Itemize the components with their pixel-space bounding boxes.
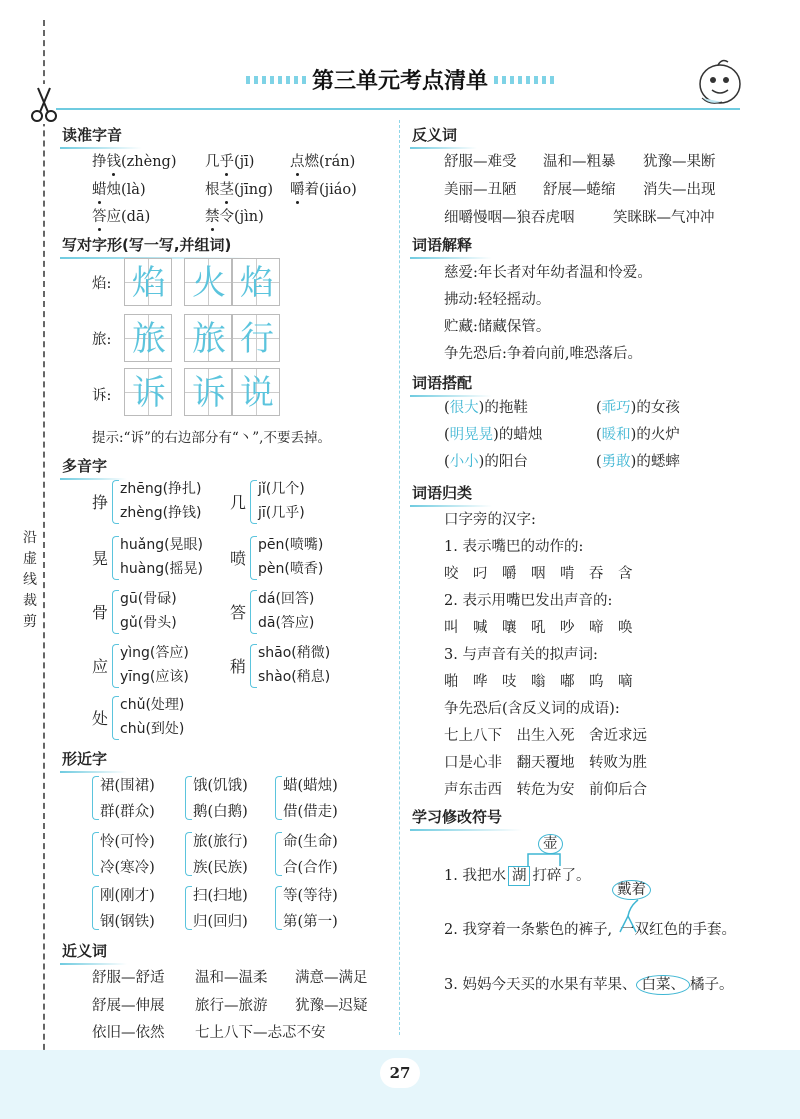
header-line (56, 108, 740, 110)
page-number: 27 (380, 1058, 420, 1088)
section-heading-pronunciation: 读准字音 (62, 126, 123, 144)
antonym-item: 犹豫—果断 (643, 154, 716, 170)
brace-mark (112, 480, 119, 524)
scissors-icon (28, 84, 60, 124)
similar-char-item: 等(等待) (283, 888, 338, 904)
antonym-item: 细嚼慢咽—狼吞虎咽 (444, 210, 575, 226)
correction-mark-icon (524, 850, 564, 868)
antonym-item: 舒服—难受 (444, 154, 517, 170)
polyphone-reading: zhēng(挣扎) (120, 481, 202, 497)
classification-line: 口字旁的汉字: (444, 512, 536, 528)
tip-text: 提示:“诉”的右边部分有“丶”,不要丢掉。 (92, 430, 331, 446)
classification-line: 3. 与声音有关的拟声词: (444, 647, 598, 663)
synonym-item: 七上八下—忐忑不安 (195, 1025, 326, 1041)
classification-line: 1. 表示嘴巴的动作的: (444, 539, 584, 555)
section-heading-antonyms: 反义词 (412, 126, 458, 144)
char-box: 行 (232, 314, 280, 362)
antonym-item: 温和—粗暴 (543, 154, 616, 170)
section-heading-correction-marks: 学习修改符号 (412, 808, 503, 826)
collocation-answer: 乖巧 (601, 400, 631, 416)
brace-mark (250, 536, 257, 580)
char-box: 焰 (124, 258, 172, 306)
similar-char-item: 刚(刚才) (100, 888, 155, 904)
collocation-answer: 勇敢 (601, 454, 631, 470)
column-divider (399, 120, 400, 1035)
pron-item: 禁令(jìn) (205, 209, 264, 225)
collocation-item: (暖和)的火炉 (596, 427, 680, 443)
collocation-item: (乖巧)的女孩 (596, 400, 680, 416)
pron-item: 根茎(jīng) (205, 182, 274, 198)
collocation-item: (勇敢)的蟋蟀 (596, 454, 680, 470)
brace-mark (92, 886, 99, 930)
brace-mark (250, 590, 257, 634)
brace-mark (185, 776, 192, 820)
similar-char-item: 鹅(白鹅) (193, 804, 248, 820)
synonym-item: 依旧—依然 (92, 1025, 165, 1041)
insert-word: 戴着 (612, 880, 651, 900)
similar-char-item: 裙(围裙) (100, 778, 155, 794)
definition-line: 争先恐后:争着向前,唯恐落后。 (444, 346, 642, 362)
similar-char-item: 合(合作) (283, 860, 338, 876)
brace-mark (92, 832, 99, 876)
cut-line (43, 20, 45, 1100)
similar-char-item: 蜡(蜡烛) (283, 778, 338, 794)
antonym-item: 笑眯眯—气冲冲 (613, 210, 715, 226)
polyphone-reading: zhèng(挣钱) (120, 505, 202, 521)
brace-mark (112, 590, 119, 634)
similar-char-item: 群(群众) (100, 804, 155, 820)
synonym-item: 犹豫—迟疑 (295, 998, 368, 1014)
polyphone-char: 喷 (230, 549, 247, 568)
deleted-char: 湖 (508, 866, 531, 886)
brace-mark (275, 886, 282, 930)
polyphone-char: 几 (230, 493, 247, 512)
deleted-word: 白菜、 (636, 975, 690, 995)
polyphone-reading: chǔ(处理) (120, 697, 185, 713)
char-box: 诉 (184, 368, 232, 416)
polyphone-reading: shào(稍息) (258, 669, 331, 685)
similar-char-item: 借(借走) (283, 804, 338, 820)
polyphone-reading: chù(到处) (120, 721, 185, 737)
polyphone-char: 稍 (230, 657, 247, 676)
definition-line: 贮藏:储藏保管。 (444, 319, 551, 335)
collocation-answer: 很大 (449, 400, 479, 416)
section-heading-polyphones: 多音字 (62, 457, 108, 475)
brace-mark (250, 480, 257, 524)
collocation-answer: 暖和 (601, 427, 631, 443)
section-heading-similar-chars: 形近字 (62, 750, 108, 768)
section-heading-synonyms: 近义词 (62, 942, 108, 960)
synonym-item: 旅行—旅游 (195, 998, 268, 1014)
polyphone-reading: yìng(答应) (120, 645, 189, 661)
polyphone-reading: huǎng(晃眼) (120, 537, 204, 553)
antonym-item: 舒展—蜷缩 (543, 182, 616, 198)
polyphone-reading: shāo(稍微) (258, 645, 331, 661)
classification-line: 七上八下 出生入死 舍近求远 (444, 728, 647, 744)
insert-word: 壶 (538, 834, 563, 854)
correction-line-2: 2. 我穿着一条紫色的裤子, 一双红色的手套。 (444, 922, 737, 938)
mascot-icon (688, 58, 748, 108)
section-heading-definitions: 词语解释 (412, 236, 473, 254)
definition-line: 慈爱:年长者对年幼者温和怜爱。 (444, 265, 652, 281)
polyphone-reading: jǐ(几个) (258, 481, 305, 497)
char-box: 火 (184, 258, 232, 306)
pron-item: 蜡烛(là) (92, 182, 146, 198)
char-label: 旅: (92, 332, 112, 348)
collocation-answer: 明晃晃 (449, 427, 494, 443)
section-heading-classification: 词语归类 (412, 484, 473, 502)
polyphone-reading: pēn(喷嘴) (258, 537, 324, 553)
polyphone-reading: huàng(摇晃) (120, 561, 204, 577)
char-box: 焰 (232, 258, 280, 306)
section-heading-collocations: 词语搭配 (412, 374, 473, 392)
collocation-answer: 小小 (449, 454, 479, 470)
similar-char-item: 旅(旅行) (193, 834, 248, 850)
correction-line-3: 3. 妈妈今天买的水果有苹果、 白菜、 橘子。 (444, 977, 734, 993)
polyphone-reading: dá(回答) (258, 591, 315, 607)
classification-line: 争先恐后(含反义词的成语): (444, 701, 620, 717)
classification-line: 叫 喊 嚷 吼 吵 啼 唤 (444, 620, 633, 636)
pron-item: 嚼着(jiáo) (290, 182, 357, 198)
char-label: 诉: (92, 388, 112, 404)
similar-char-item: 怜(可怜) (100, 834, 155, 850)
polyphone-char: 晃 (92, 549, 109, 568)
definition-line: 拂动:轻轻摇动。 (444, 292, 551, 308)
classification-line: 口是心非 翻天覆地 转败为胜 (444, 755, 647, 771)
polyphone-char: 挣 (92, 493, 109, 512)
similar-char-item: 命(生命) (283, 834, 338, 850)
brace-mark (112, 536, 119, 580)
brace-mark (112, 696, 119, 740)
char-box: 旅 (124, 314, 172, 362)
brace-mark (185, 832, 192, 876)
classification-line: 咬 叼 嚼 咽 啃 吞 含 (444, 566, 633, 582)
polyphone-char: 答 (230, 603, 247, 622)
similar-char-item: 钢(钢铁) (100, 914, 155, 930)
synonym-item: 温和—温柔 (195, 970, 268, 986)
polyphone-reading: jī(几乎) (258, 505, 305, 521)
cut-instruction: 沿虚线裁剪 (18, 528, 42, 633)
synonym-item: 舒展—伸展 (92, 998, 165, 1014)
brace-mark (185, 886, 192, 930)
similar-char-item: 族(民族) (193, 860, 248, 876)
polyphone-char: 骨 (92, 603, 109, 622)
title-area (240, 64, 560, 96)
classification-line: 2. 表示用嘴巴发出声音的: (444, 593, 613, 609)
page-title: 第三单元考点清单 (311, 69, 488, 94)
collocation-item: (很大)的拖鞋 (444, 400, 528, 416)
polyphone-char: 处 (92, 709, 109, 728)
brace-mark (275, 832, 282, 876)
synonym-item: 舒服—舒适 (92, 970, 165, 986)
similar-char-item: 冷(寒冷) (100, 860, 155, 876)
correction-line-1: 1. 我把水 湖 打碎了。 (444, 868, 591, 884)
insert-mark-icon (618, 898, 648, 934)
pron-item: 点燃(rán) (290, 154, 356, 170)
brace-mark (250, 644, 257, 688)
pron-item: 答应(dā) (92, 209, 151, 225)
synonym-item: 满意—满足 (295, 970, 368, 986)
collocation-item: (小小)的阳台 (444, 454, 528, 470)
polyphone-reading: gǔ(骨头) (120, 615, 177, 631)
polyphone-reading: yīng(应该) (120, 669, 189, 685)
brace-mark (112, 644, 119, 688)
similar-char-item: 第(第一) (283, 914, 338, 930)
char-box: 说 (232, 368, 280, 416)
char-label: 焰: (92, 276, 112, 292)
polyphone-reading: dā(答应) (258, 615, 315, 631)
polyphone-char: 应 (92, 657, 109, 676)
char-box: 诉 (124, 368, 172, 416)
similar-char-item: 扫(扫地) (193, 888, 248, 904)
antonym-item: 消失—出现 (643, 182, 716, 198)
char-box: 旅 (184, 314, 232, 362)
brace-mark (275, 776, 282, 820)
classification-line: 声东击西 转危为安 前仰后合 (444, 782, 647, 798)
section-heading-characters: 写对字形(写一写,并组词) (62, 236, 232, 254)
pron-item: 挣钱(zhèng) (92, 154, 177, 170)
polyphone-reading: gū(骨碌) (120, 591, 177, 607)
collocation-item: (明晃晃)的蜡烛 (444, 427, 543, 443)
antonym-item: 美丽—丑陋 (444, 182, 517, 198)
pron-item: 几乎(jī) (205, 154, 255, 170)
classification-line: 啪 哗 吱 嗡 嘟 呜 嘀 (444, 674, 633, 690)
brace-mark (92, 776, 99, 820)
similar-char-item: 饿(饥饿) (193, 778, 248, 794)
similar-char-item: 归(回归) (193, 914, 248, 930)
polyphone-reading: pèn(喷香) (258, 561, 324, 577)
